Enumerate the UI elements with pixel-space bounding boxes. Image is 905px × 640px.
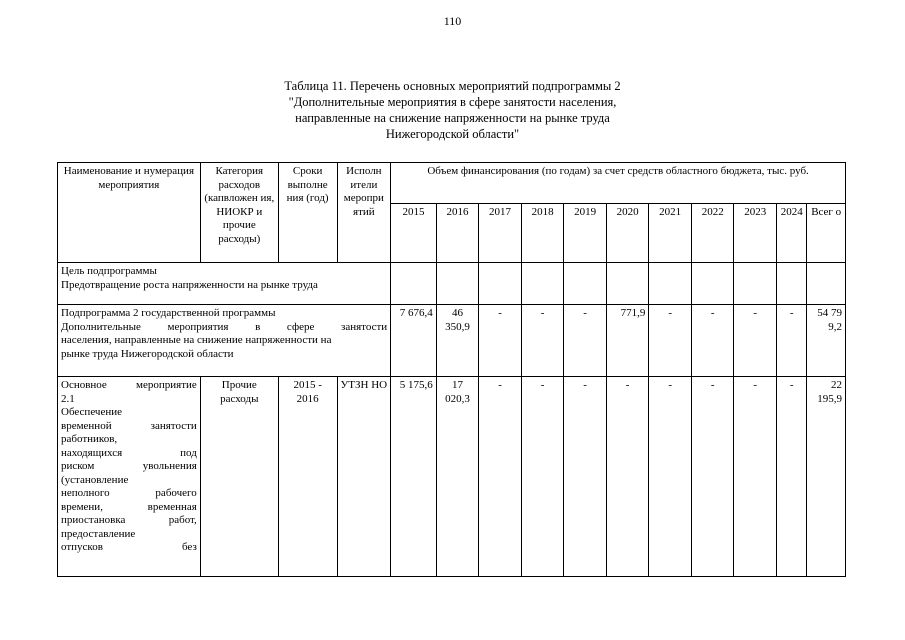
subprogram-line: населения, направленные на снижение напряженности на: [61, 334, 332, 346]
header-year: 2023: [734, 204, 777, 263]
subprogram-line: Подпрограмма 2 государственной программы: [61, 307, 276, 319]
measure-name-line: временной занятости: [61, 419, 197, 432]
header-year: 2020: [606, 204, 649, 263]
title-line: Нижегородской области": [385, 127, 520, 141]
measure-name-line: работников,: [61, 433, 118, 445]
total-cell: 54 79 9,2: [807, 305, 846, 377]
table-title: [0, 78, 905, 142]
value-cell: -: [479, 305, 522, 377]
value-cell: -: [691, 305, 734, 377]
table-row-subprogram: [58, 305, 846, 377]
total-cell: 22 195,9: [807, 377, 846, 577]
measure-category: Прочие расходы: [200, 377, 278, 577]
value-cell: -: [649, 377, 692, 577]
header-category: Категория расходов (капвложен ия, НИОКР и прочие расходы): [200, 163, 278, 263]
header-executors: Исполн ители меропри ятий: [337, 163, 391, 263]
goal-text: Предотвращение роста напряженности на рынке труда: [61, 278, 318, 291]
subprogram-line: Дополнительные мероприятия в сфере занятости: [61, 320, 388, 333]
goal-label: Цель подпрограммы: [61, 265, 157, 277]
header-year: 2021: [649, 204, 692, 263]
measure-name-line: (установление: [61, 473, 129, 486]
subprogram-cell: [58, 305, 391, 377]
page-number: 110: [443, 14, 462, 28]
value-cell: -: [479, 377, 522, 577]
header-year: 2017: [479, 204, 522, 263]
header-funding: Объем финансирования (по годам) за счет средств областного бюджета, тыс. руб.: [391, 163, 846, 204]
header-total: Всег о: [807, 204, 846, 263]
value-cell: -: [521, 305, 564, 377]
value-cell: 46 350,9: [436, 305, 479, 377]
measure-name-line: времени, временная: [61, 500, 197, 513]
goal-cell: [58, 263, 391, 305]
value-cell: 7 676,4: [391, 305, 437, 377]
measure-executor: УТЗН НО: [337, 377, 391, 577]
header-year: 2015: [391, 204, 437, 263]
value-cell: 5 175,6: [391, 377, 437, 577]
value-cell: -: [649, 305, 692, 377]
value-cell: -: [606, 377, 649, 577]
measure-name-cell: [58, 377, 201, 577]
measures-table: [57, 162, 846, 577]
value-cell: -: [521, 377, 564, 577]
subprogram-line: рынке труда Нижегородской области: [61, 347, 234, 360]
measure-name-line: Обеспечение: [61, 406, 122, 418]
title-line: Таблица 11. Перечень основных мероприятий подпрограммы 2: [284, 79, 621, 93]
measure-name-line: 2.1: [61, 392, 75, 405]
measure-name-line: предоставление: [61, 527, 136, 540]
header-period: Сроки выполне ния (год): [278, 163, 337, 263]
value-cell: -: [564, 377, 607, 577]
value-cell: -: [734, 377, 777, 577]
measure-name-line: отпусков без: [61, 541, 197, 553]
value-cell: 771,9: [606, 305, 649, 377]
measure-name-line: приостановка работ,: [61, 514, 197, 526]
measure-period: 2015 - 2016: [278, 377, 337, 577]
table-row-goal: [58, 263, 846, 305]
measure-name-line: неполного рабочего: [61, 487, 197, 499]
value-cell: -: [777, 377, 807, 577]
header-name: Наименование и нумерация мероприятия: [58, 163, 201, 263]
value-cell: -: [777, 305, 807, 377]
header-year: 2024: [777, 204, 807, 263]
measure-name-line: находящихся под: [61, 446, 197, 459]
value-cell: 17 020,3: [436, 377, 479, 577]
table-row-measure: [58, 377, 846, 577]
header-year: 2016: [436, 204, 479, 263]
header-year: 2019: [564, 204, 607, 263]
measure-name-line: риском увольнения: [61, 460, 197, 472]
header-year: 2022: [691, 204, 734, 263]
value-cell: -: [564, 305, 607, 377]
header-year: 2018: [521, 204, 564, 263]
title-line: направленные на снижение напряженности на рынке труда: [295, 111, 610, 125]
value-cell: -: [691, 377, 734, 577]
title-line: "Дополнительные мероприятия в сфере занятости населения,: [288, 95, 617, 109]
measure-name-line: Основное мероприятие: [61, 379, 197, 391]
value-cell: -: [734, 305, 777, 377]
